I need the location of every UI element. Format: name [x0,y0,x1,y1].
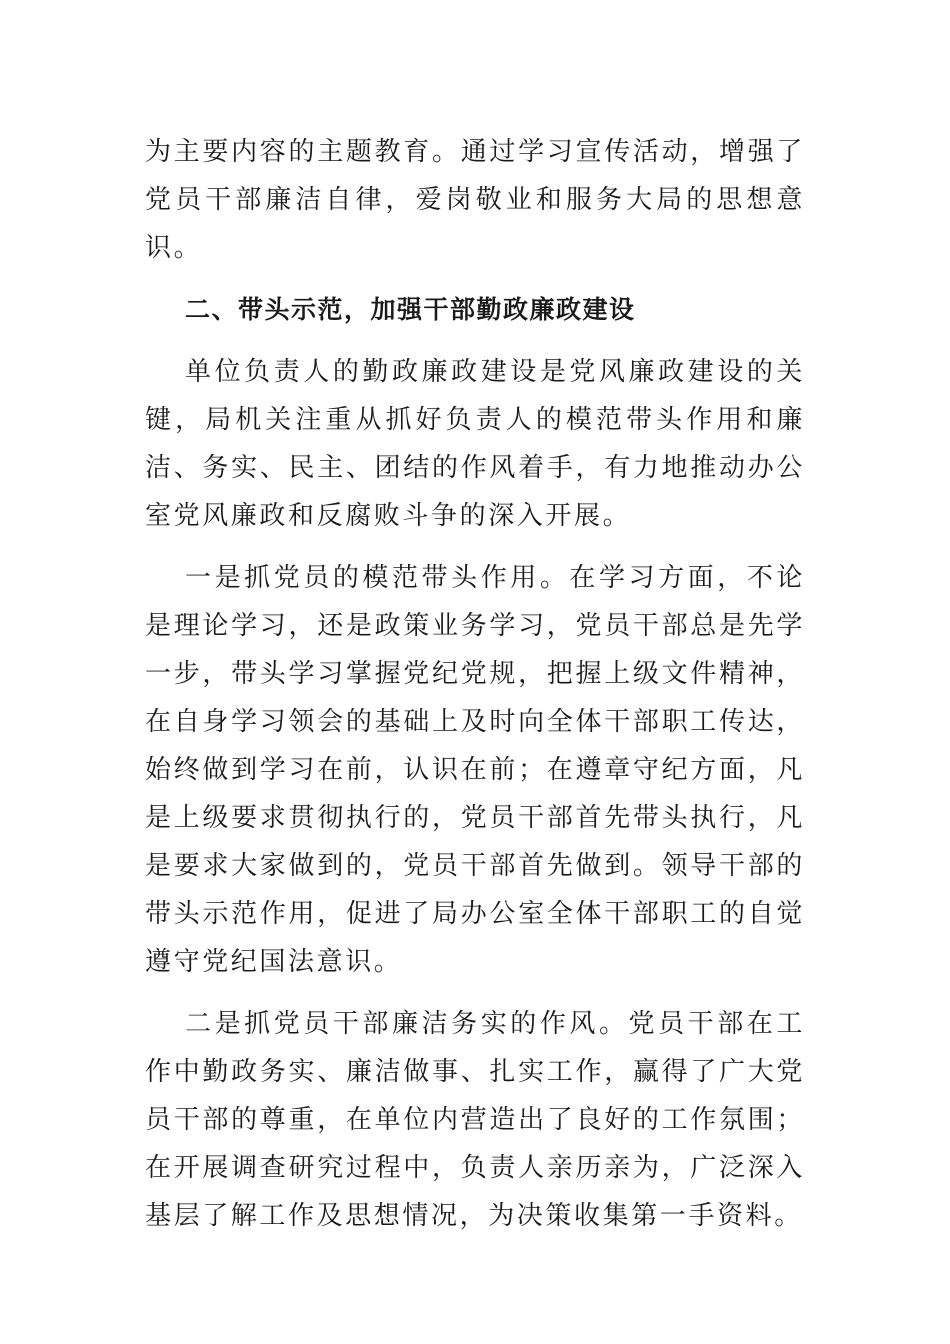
paragraph-work-style: 二是抓党员干部廉洁务实的作风。党员干部在工作中勤政务实、廉洁做事、扎实工作，赢得了广大党员干部的尊重，在单位内营造出了良好的工作氛围；在开展调查研究过程中，负责人亲历亲为，广泛深入基层了解工作及思想情况，为决策收集第一手资料。 [145,1009,805,1231]
document-body [145,128,805,1240]
section-heading: 二、带头示范，加强干部勤政廉政建设 [185,295,636,324]
paragraph-intro-continuation: 为主要内容的主题教育。通过学习宣传活动，增强了党员干部廉洁自律，爱岗敬业和服务大局的思想意识。 [145,137,805,263]
paragraph-leadership-building: 单位负责人的勤政廉政建设是党风廉政建设的关键，局机关注重从抓好负责人的模范带头作用和廉洁、务实、民主、团结的作风着手，有力地推动办公室党风廉政和反腐败斗争的深入开展。 [145,357,805,531]
paragraph-model-role: 一是抓党员的模范带头作用。在学习方面，不论是理论学习，还是政策业务学习，党员干部总是先学一步，带头学习掌握党纪党规，把握上级文件精神，在自身学习领会的基础上及时向全体干部职工传达，始终做到学习在前，认识在前；在遵章守纪方面，凡是上级要求贯彻执行的，党员干部首先带头执行，凡是要求大家做到的，党员干部首先做到。领导干部的带头示范作用，促进了局办公室全体干部职工的自觉遵守党纪国法意识。 [145,563,805,977]
